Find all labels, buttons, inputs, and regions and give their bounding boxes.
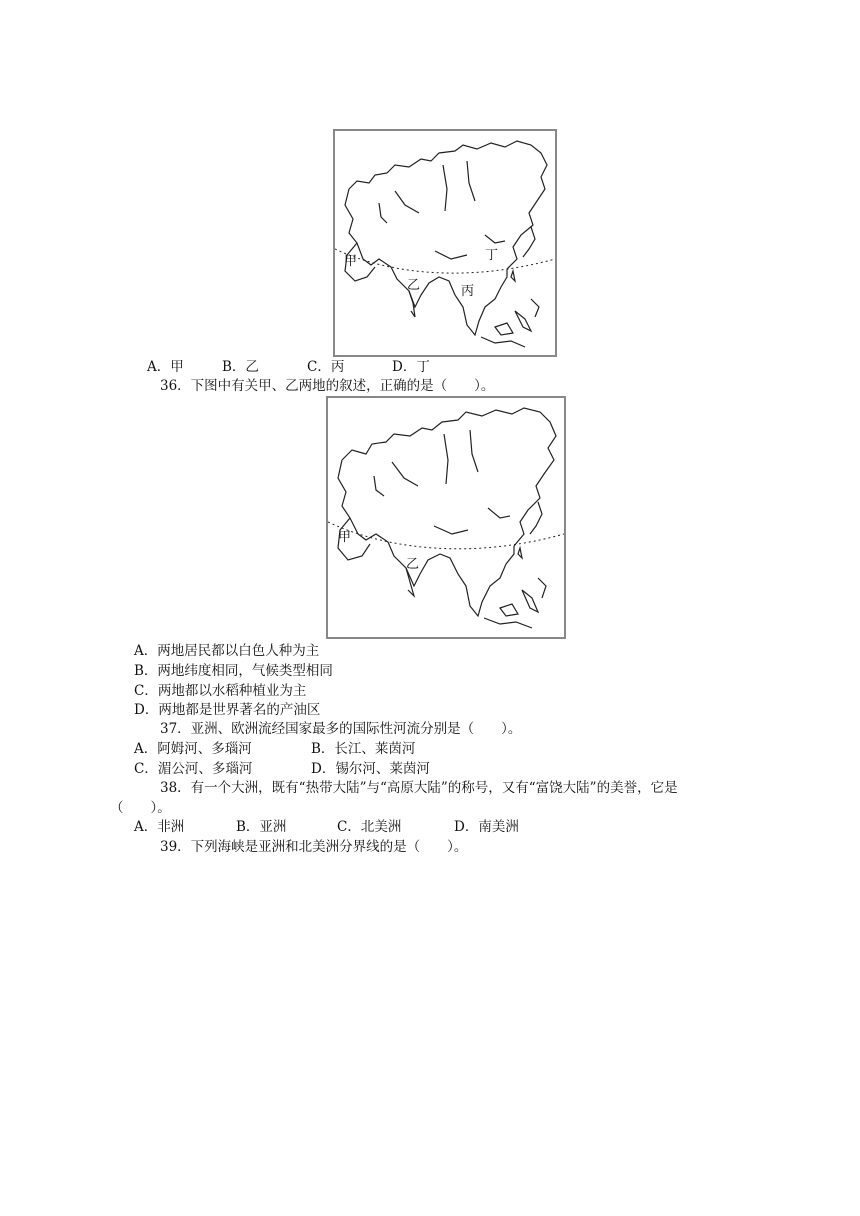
q38-option-d: D．南美洲 — [454, 819, 519, 835]
q35-option-b: B．乙 — [222, 359, 259, 375]
asia-map-2 — [326, 396, 566, 639]
q37-option-d: D．锡尔河、莱茵河 — [311, 761, 430, 777]
asia-map-2-drawing — [328, 398, 564, 637]
q37-option-b: B．长江、莱茵河 — [311, 741, 416, 757]
q38-stem-line2: （ ）。 — [110, 800, 171, 816]
q38-option-c: C．北美洲 — [337, 819, 402, 835]
q37-option-a: A．阿姆河、多瑙河 — [134, 741, 252, 757]
q35-option-c: C．丙 — [307, 359, 345, 375]
q36-stem: 36．下图中有关甲、乙两地的叙述，正确的是（ ）。 — [160, 378, 495, 394]
asia-map-1 — [333, 129, 557, 357]
q38-stem-line1: 38．有一个大洲，既有“热带大陆”与“高原大陆”的称号，又有“富饶大陆”的美誉，它是 — [160, 780, 678, 796]
map1-label-jia: 甲 — [344, 254, 358, 269]
q38-option-b: B．亚洲 — [236, 819, 287, 835]
q35-option-a: A．甲 — [147, 359, 184, 375]
map1-label-yi: 乙 — [407, 278, 421, 293]
q39-stem: 39．下列海峡是亚洲和北美洲分界线的是（ ）。 — [160, 839, 468, 855]
map1-label-bing: 丙 — [461, 284, 475, 299]
q36-option-c: C．两地都以水稻种植业为主 — [134, 683, 307, 699]
q38-option-a: A．非洲 — [134, 819, 185, 835]
q36-option-d: D．两地都是世界著名的产油区 — [134, 702, 321, 718]
q35-option-d: D．丁 — [392, 359, 430, 375]
q36-option-a: A．两地居民都以白色人种为主 — [134, 643, 320, 659]
map2-label-jia: 甲 — [338, 530, 352, 545]
map1-label-ding: 丁 — [485, 248, 499, 263]
q37-stem: 37．亚洲、欧洲流经国家最多的国际性河流分别是（ ）。 — [160, 721, 522, 737]
q37-option-c: C．湄公河、多瑙河 — [134, 761, 253, 777]
map2-label-yi: 乙 — [406, 557, 420, 572]
asia-map-1-drawing — [335, 131, 555, 355]
q36-option-b: B．两地纬度相同，气候类型相同 — [134, 663, 333, 679]
